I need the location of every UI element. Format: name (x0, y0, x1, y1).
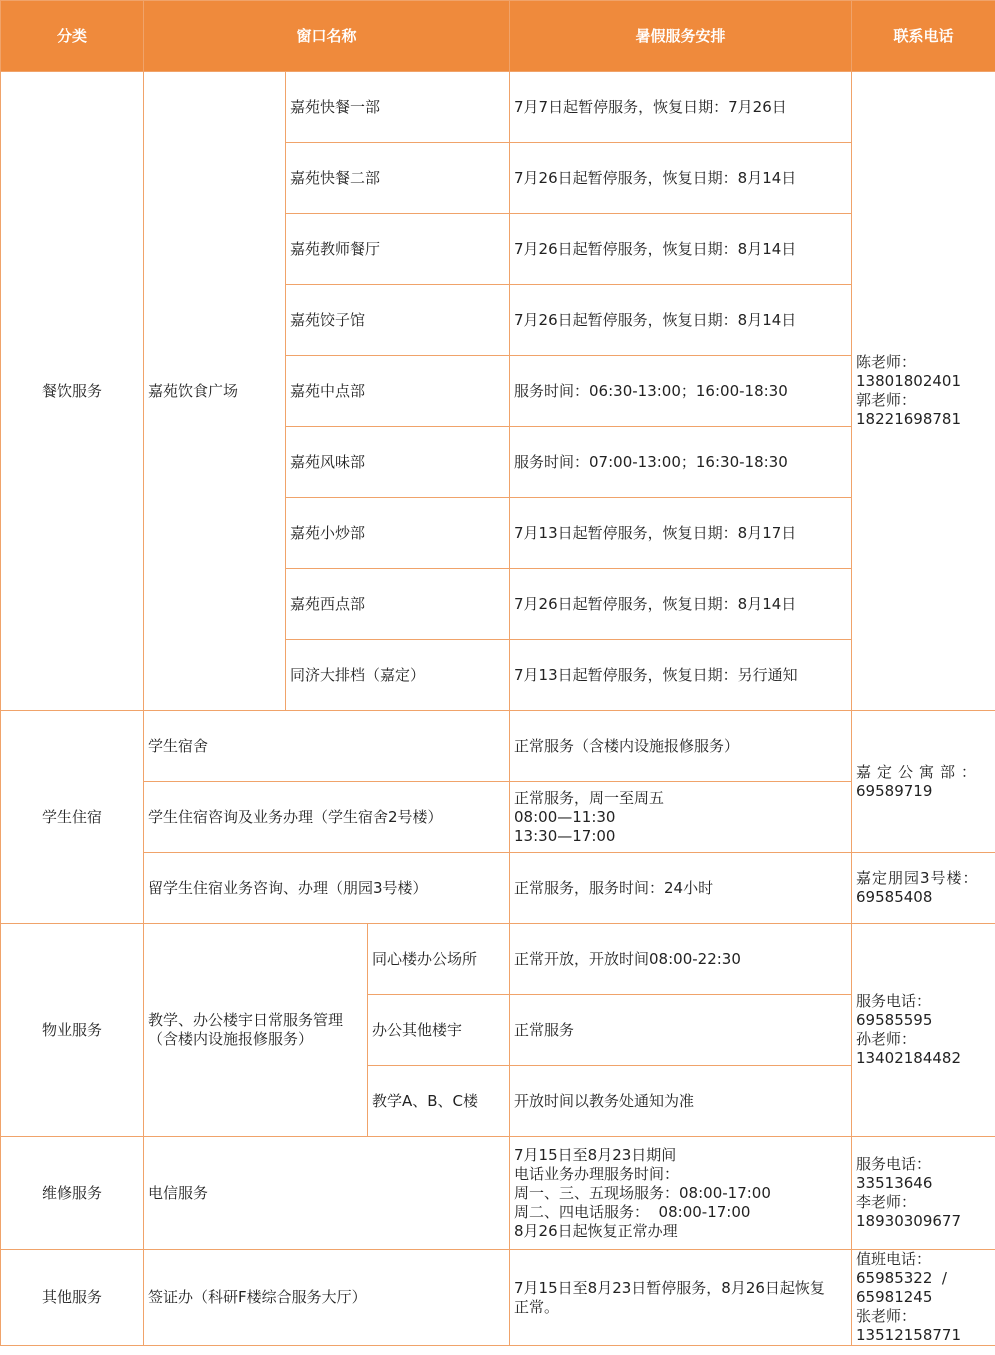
schedule-text: 7月15日至8月23日期间 电话业务办理服务时间： 周一、三、五现场服务：08:00-17:00 周二、四电话服务： 08:00-17:00 8月26日起恢复正常办理 (510, 1137, 852, 1250)
window-name: 嘉苑快餐一部 (286, 72, 510, 143)
window-name: 签证办（科研F楼综合服务大厅） (144, 1250, 510, 1346)
window-name: 学生住宿咨询及业务办理（学生宿舍2号楼） (144, 782, 510, 853)
window-name: 嘉苑西点部 (286, 569, 510, 640)
schedule-text: 服务时间：06:30-13:00；16:00-18:30 (510, 356, 852, 427)
schedule-text: 7月15日至8月23日暂停服务，8月26日起恢复 正常。 (510, 1250, 852, 1346)
category-other: 其他服务 (1, 1250, 144, 1346)
schedule-text: 服务时间：07:00-13:00；16:30-18:30 (510, 427, 852, 498)
window-name: 教学A、B、C楼 (368, 1066, 510, 1137)
table-row (1, 72, 995, 143)
contact-property: 服务电话： 69585595 孙老师： 13402184482 (852, 924, 995, 1137)
schedule-text: 开放时间以教务处通知为准 (510, 1066, 852, 1137)
table-row (1, 1137, 995, 1250)
venue-jiayuan: 嘉苑饮食广场 (144, 72, 286, 711)
header-window: 窗口名称 (144, 1, 510, 72)
contact-dining: 陈老师： 13801802401 郭老师： 18221698781 (852, 72, 995, 711)
table-row (1, 1250, 995, 1346)
table-row (1, 853, 995, 924)
property-group: 教学、办公楼宇日常服务管理 （含楼内设施报修服务） (144, 924, 368, 1137)
schedule-text: 7月26日起暂停服务，恢复日期：8月14日 (510, 569, 852, 640)
contact-housing-apartment: 嘉定公寓部： 69589719 (852, 711, 995, 853)
schedule-text: 7月13日起暂停服务，恢复日期：另行通知 (510, 640, 852, 711)
window-name: 嘉苑教师餐厅 (286, 214, 510, 285)
table-row (1, 924, 995, 995)
window-name: 留学生住宿业务咨询、办理（朋园3号楼） (144, 853, 510, 924)
category-repair: 维修服务 (1, 1137, 144, 1250)
contact-housing-pengyuan: 嘉定朋园3号楼： 69585408 (852, 853, 995, 924)
schedule-text: 7月7日起暂停服务，恢复日期：7月26日 (510, 72, 852, 143)
schedule-text: 7月26日起暂停服务，恢复日期：8月14日 (510, 214, 852, 285)
window-name: 嘉苑小炒部 (286, 498, 510, 569)
header-category: 分类 (1, 1, 144, 72)
window-name: 电信服务 (144, 1137, 510, 1250)
header-row (1, 1, 995, 72)
schedule-text: 7月26日起暂停服务，恢复日期：8月14日 (510, 285, 852, 356)
schedule-text: 7月13日起暂停服务，恢复日期：8月17日 (510, 498, 852, 569)
window-name: 同心楼办公场所 (368, 924, 510, 995)
category-housing: 学生住宿 (1, 711, 144, 924)
category-property: 物业服务 (1, 924, 144, 1137)
schedule-text: 正常服务，周一至周五 08:00—11:30 13:30—17:00 (510, 782, 852, 853)
schedule-text: 7月26日起暂停服务，恢复日期：8月14日 (510, 143, 852, 214)
header-schedule: 暑假服务安排 (510, 1, 852, 72)
header-contact: 联系电话 (852, 1, 995, 72)
window-name: 同济大排档（嘉定） (286, 640, 510, 711)
category-dining: 餐饮服务 (1, 72, 144, 711)
contact-repair: 服务电话： 33513646 李老师： 18930309677 (852, 1137, 995, 1250)
contact-other: 值班电话： 65985322 / 65981245 张老师： 13512158771 (852, 1250, 995, 1346)
window-name: 学生宿舍 (144, 711, 510, 782)
table-row (1, 711, 995, 782)
window-name: 嘉苑风味部 (286, 427, 510, 498)
window-name: 嘉苑饺子馆 (286, 285, 510, 356)
window-name: 嘉苑快餐二部 (286, 143, 510, 214)
schedule-text: 正常开放，开放时间08:00-22:30 (510, 924, 852, 995)
window-name: 嘉苑中点部 (286, 356, 510, 427)
table-row (1, 782, 995, 853)
schedule-text: 正常服务，服务时间：24小时 (510, 853, 852, 924)
window-name: 办公其他楼宇 (368, 995, 510, 1066)
schedule-text: 正常服务（含楼内设施报修服务） (510, 711, 852, 782)
schedule-text: 正常服务 (510, 995, 852, 1066)
